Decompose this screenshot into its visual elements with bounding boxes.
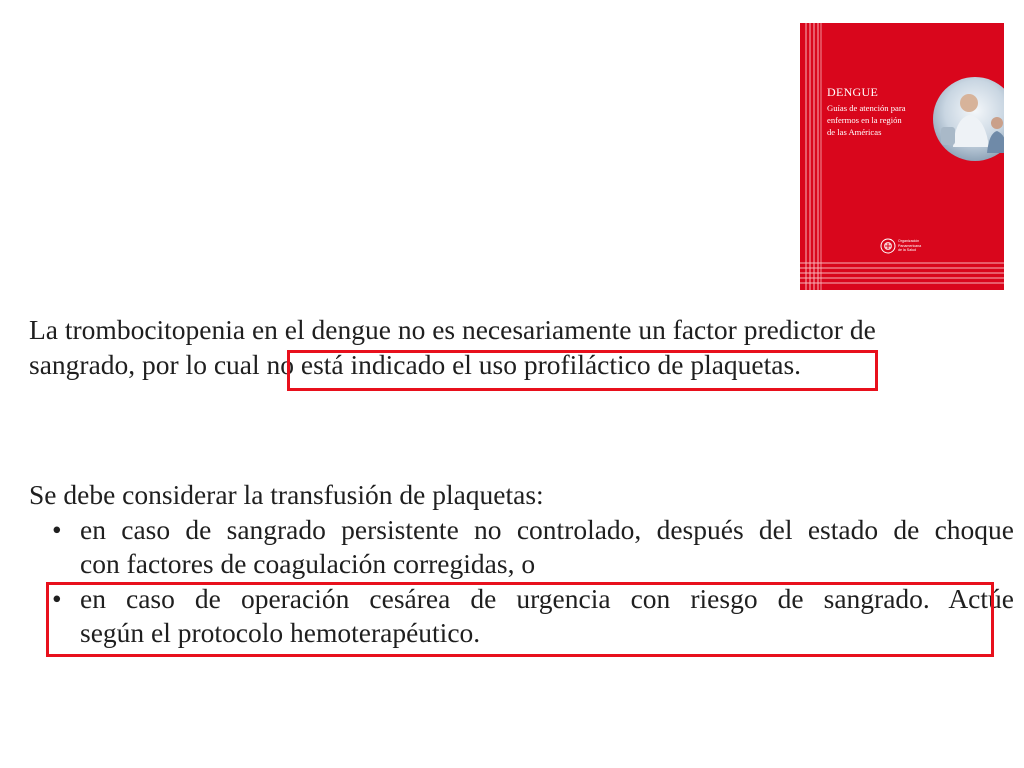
cover-horizontal-stripes	[800, 259, 1004, 290]
list-item	[29, 513, 1014, 582]
paragraph-line: La trombocitopenia en el dengue no es necesariamente un factor predictor de	[29, 314, 876, 345]
cover-title: DENGUE	[827, 85, 879, 99]
cover-org-line: de la Salud	[898, 248, 916, 253]
cover-photo-medical-staff	[933, 77, 1004, 161]
cover-vertical-stripes	[800, 23, 824, 290]
highlight-box-prophylactic	[287, 350, 878, 391]
cover-subtitle	[827, 102, 937, 138]
bullet-marker: •	[52, 513, 62, 545]
paragraph-lead: Se debe considerar la transfusión de plaquetas:	[29, 479, 544, 510]
cover-subtitle-line: de las Américas	[827, 127, 882, 137]
cover-org-line: Organización	[898, 239, 920, 243]
list-item-line: según el protocolo hemoterapéutico.	[80, 617, 481, 648]
list-item-line: en caso de operación cesárea de urgencia con riesgo de sangrado. Actúe	[80, 582, 1014, 614]
cover-subtitle-line: Guías de atención para	[827, 103, 906, 113]
highlighted-text: no está indicado el uso profiláctico de plaquetas.	[266, 349, 802, 380]
highlight-box-cesarean	[46, 582, 994, 657]
cover-organization-name	[898, 239, 958, 253]
paragraph-text: sangrado, por lo cual	[29, 349, 267, 380]
cover-subtitle-line: enfermos en la región	[827, 115, 902, 125]
bullet-marker: •	[52, 582, 62, 614]
dengue-guide-cover	[800, 23, 1004, 290]
paho-logo-icon	[880, 238, 896, 254]
list-item-line: en caso de sangrado persistente no controlado, después del estado de choque	[80, 513, 1014, 545]
cover-org-line: Panamericana	[898, 243, 922, 248]
list-item-line: con factores de coagulación corregidas, o	[80, 548, 536, 579]
